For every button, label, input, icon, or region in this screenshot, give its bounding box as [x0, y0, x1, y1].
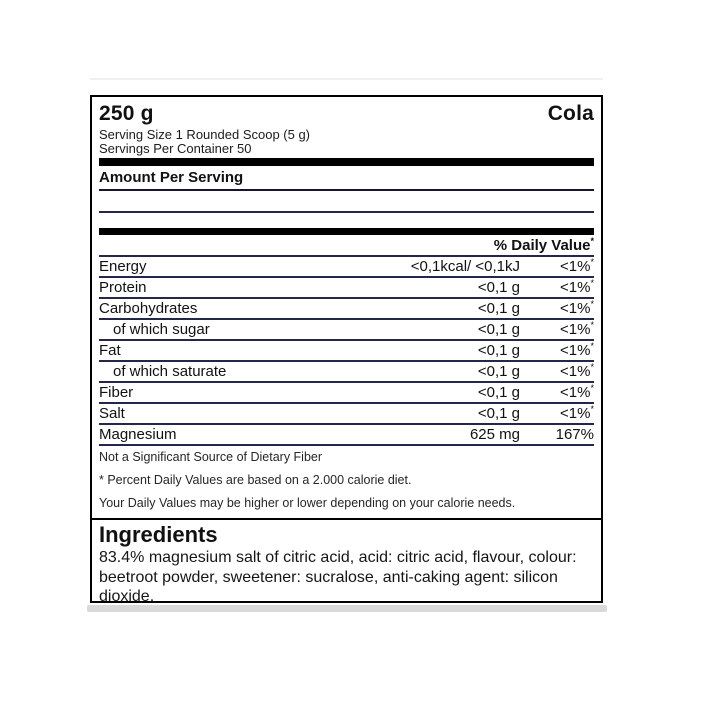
daily-value-asterisk: * [590, 236, 594, 246]
nutrient-dv: <1%* [560, 299, 594, 317]
ingredients-section [92, 518, 601, 607]
percent-daily-values-note: * Percent Daily Values are based on a 2.000 calorie diet. [99, 473, 412, 487]
net-weight: 250 g [99, 102, 154, 125]
top-edge-shadow [90, 78, 603, 80]
nutrient-row-saturate [99, 362, 594, 383]
nutrient-amount: <0,1kcal/ <0,1kJ [410, 258, 520, 275]
nutrition-label [90, 95, 603, 603]
nutrient-dv: <1%* [560, 341, 594, 359]
nutrient-name: Fat [99, 342, 121, 359]
separator-bar-thick [99, 158, 594, 166]
nutrient-row-carbohydrates [99, 299, 594, 320]
nutrient-row-protein [99, 278, 594, 299]
nutrient-name: Carbohydrates [99, 300, 198, 317]
nutrient-row-fat [99, 341, 594, 362]
ingredients-title: Ingredients [99, 522, 218, 547]
ingredients-text: 83.4% magnesium salt of citric acid, acid: citric acid, flavour, colour: beetroot powder, sweetener: sucralose, anti-caking agent: silicon dioxide. [99, 549, 577, 605]
nutrition-facts-section [92, 102, 601, 511]
flavor-name: Cola [547, 102, 594, 125]
bottom-edge-shadow [87, 605, 607, 612]
nutrient-name: of which saturate [113, 363, 227, 380]
nutrient-row-salt [99, 404, 594, 425]
servings-per-container: Servings Per Container 50 [99, 141, 252, 156]
nutrient-dv: <1%* [560, 320, 594, 338]
nutrient-name: Protein [99, 279, 147, 296]
separator-bar-thick [99, 228, 594, 235]
nutrient-row-magnesium [99, 425, 594, 446]
nutrient-name: Salt [99, 405, 125, 422]
daily-values-note: Your Daily Values may be higher or lower depending on your calorie needs. [99, 496, 516, 510]
nutrient-amount: <0,1 g [477, 363, 520, 380]
nutrient-amount: <0,1 g [477, 405, 520, 422]
nutrient-amount: <0,1 g [477, 342, 520, 359]
nutrient-row-fiber [99, 383, 594, 404]
fiber-note: Not a Significant Source of Dietary Fiber [99, 450, 323, 464]
nutrient-dv: <1%* [560, 383, 594, 401]
nutrient-name: Energy [99, 258, 147, 275]
nutrient-name: Fiber [99, 384, 134, 401]
daily-value-header: % Daily Value* [99, 235, 594, 257]
nutrient-dv: <1%* [560, 362, 594, 380]
nutrient-dv: <1%* [560, 257, 594, 275]
amount-per-serving-label: Amount Per Serving [99, 166, 594, 191]
nutrient-row-sugar [99, 320, 594, 341]
nutrient-dv: <1%* [560, 278, 594, 296]
label-header [99, 102, 594, 128]
serving-size: Serving Size 1 Rounded Scoop (5 g) [99, 127, 311, 142]
nutrient-row-energy [99, 257, 594, 278]
nutrient-amount: <0,1 g [477, 384, 520, 401]
empty-calorie-row [99, 191, 594, 213]
nutrient-dv: 167% [555, 426, 594, 443]
spacer [99, 213, 594, 228]
nutrient-amount: <0,1 g [477, 300, 520, 317]
nutrient-amount: <0,1 g [477, 321, 520, 338]
nutrient-amount: 625 mg [469, 426, 520, 443]
nutrient-amount: <0,1 g [477, 279, 520, 296]
nutrient-name: of which sugar [113, 321, 210, 338]
nutrient-name: Magnesium [99, 426, 177, 443]
nutrient-dv: <1%* [560, 404, 594, 422]
